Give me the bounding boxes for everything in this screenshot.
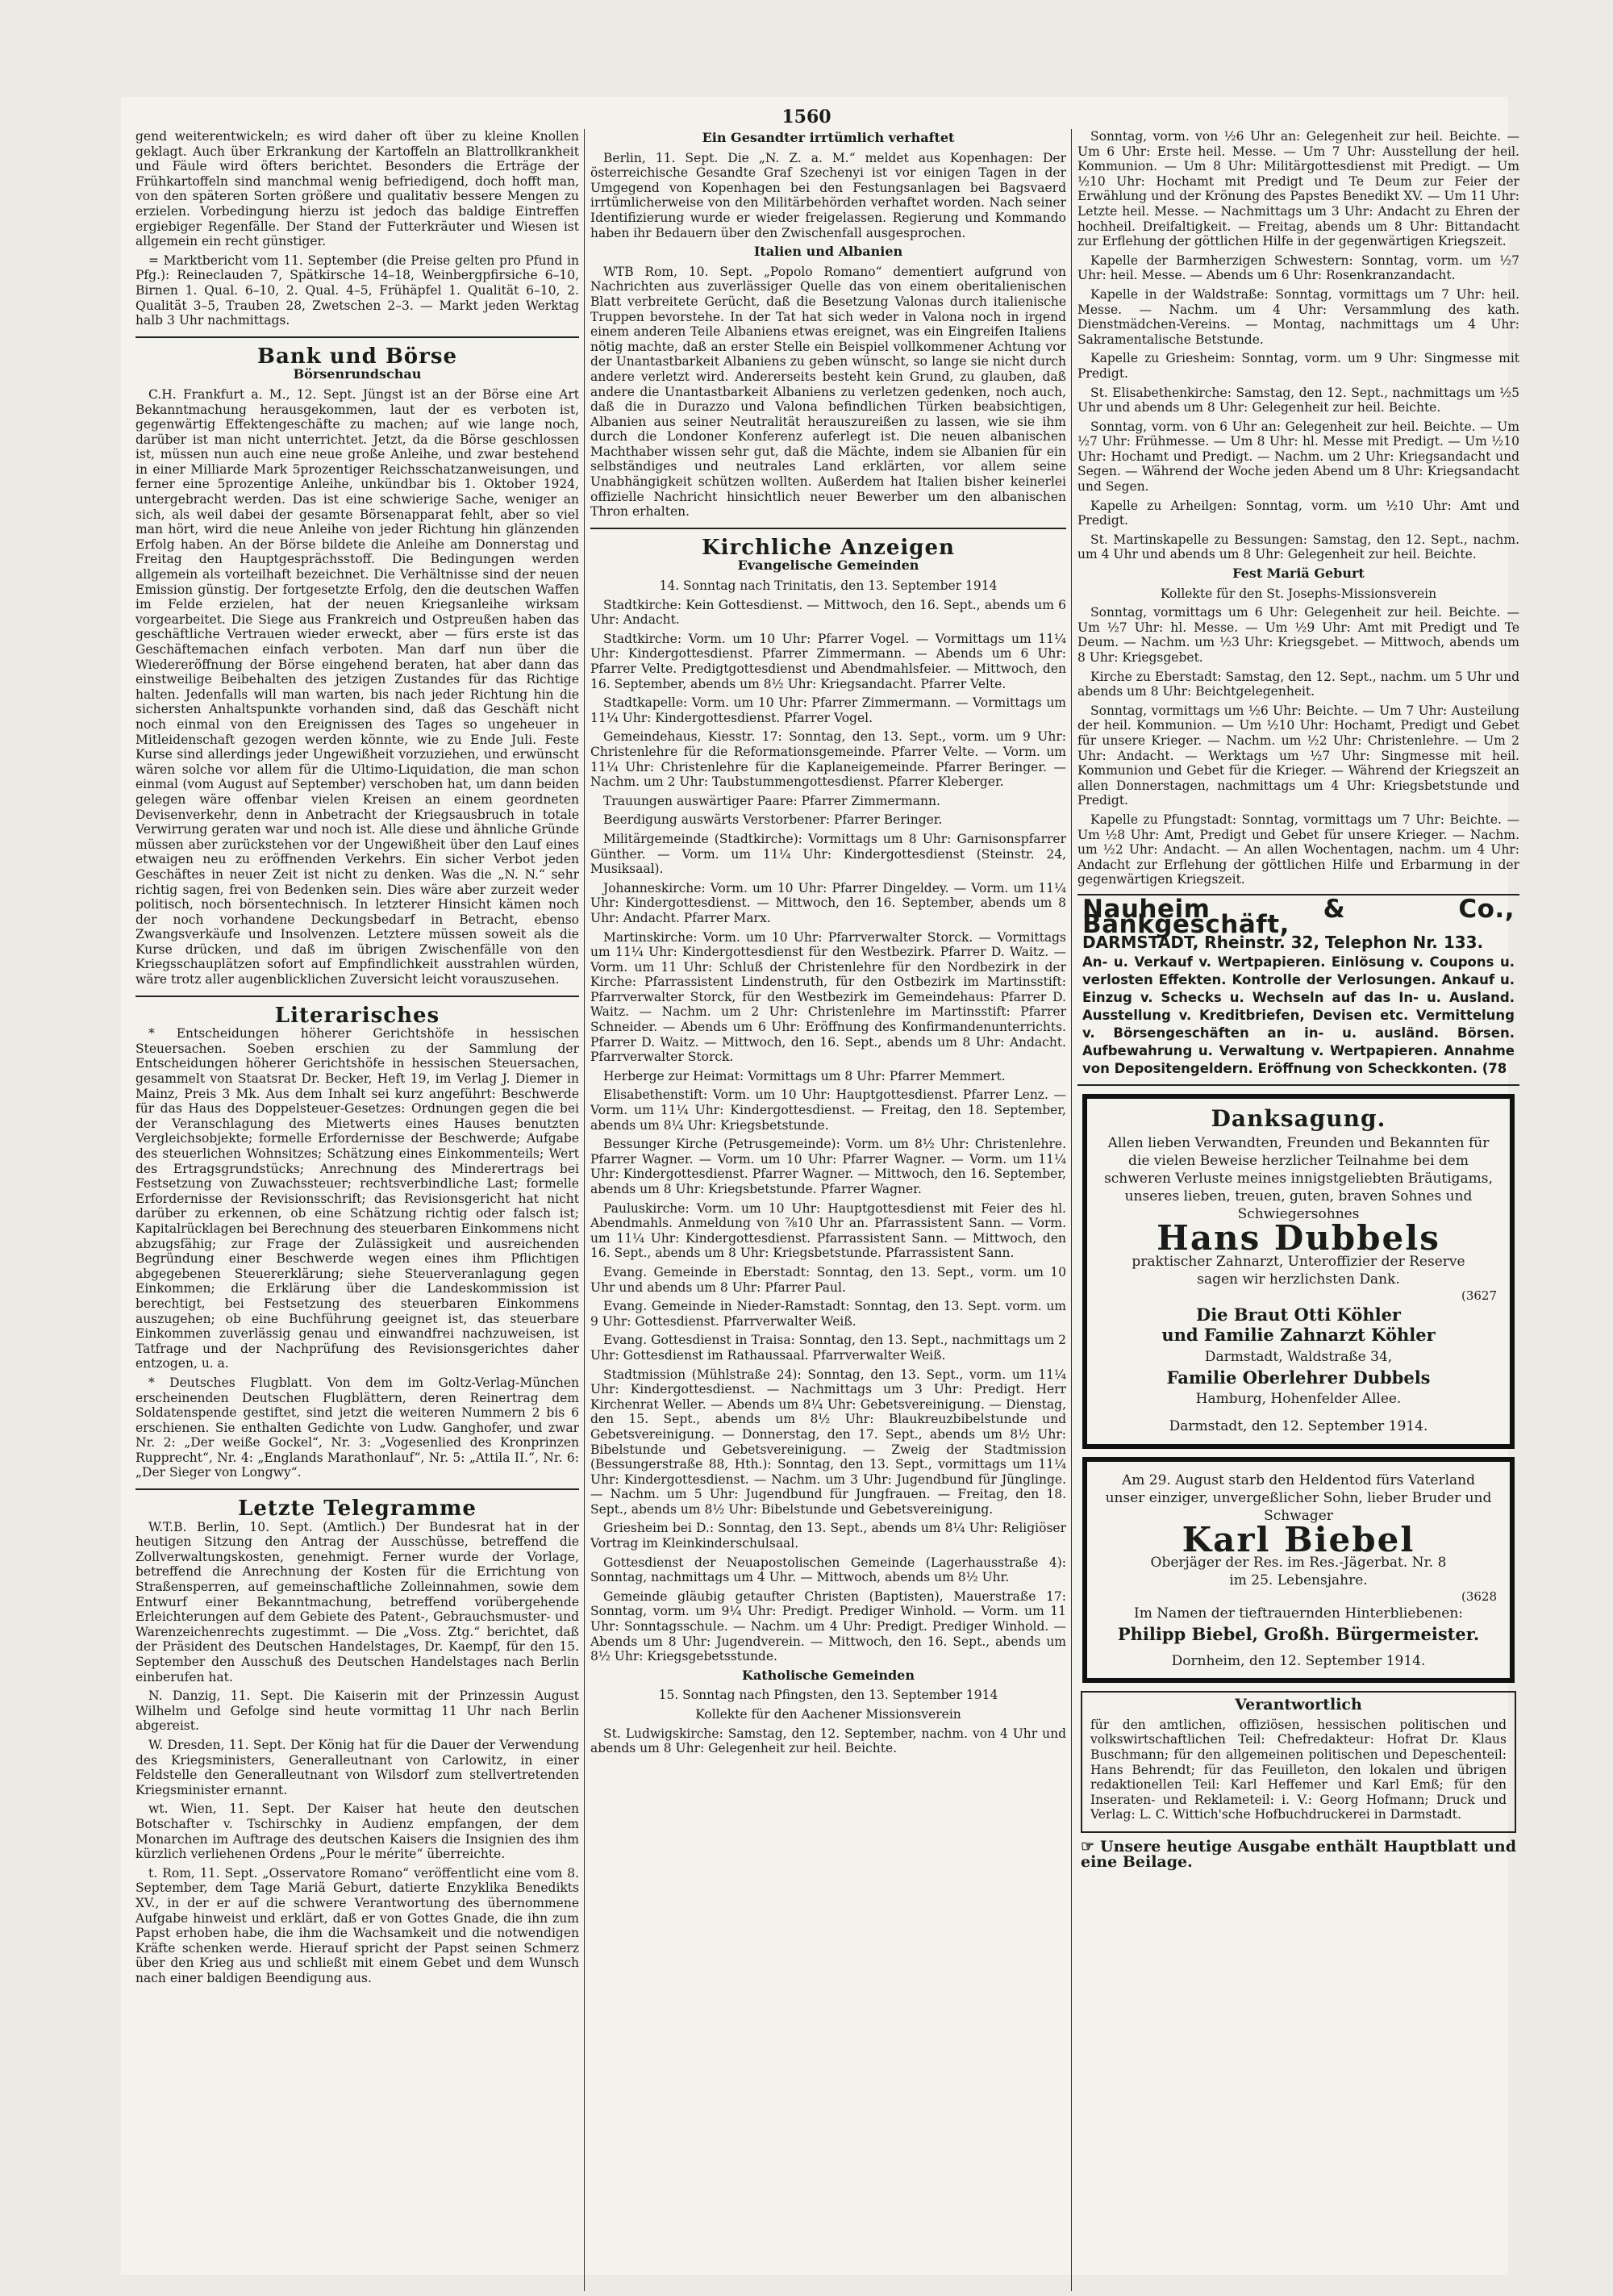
church-entry: Martinskirche: Vorm. um 10 Uhr: Pfarrverwalter Storck. — Vormittags um 11¼ Uhr: Kindergottesdienst für den Westbezirk. Pfarrer D. Waitz. — Vorm. um 11 Uhr: Schluß der Christenlehre für den Nordbezirk in der Kirche: Pfarrassistent Lindenstruth, für den Ostbezirk im Martinsstift: Pfarrverwalter Storck, für den Westbezirk im Gemeindehaus: Pfarrer D. Waitz. — Nachm. um 2 Uhr: Christenlehre im Martinsstift: Pfarrer Schneider. — Abends um 6 Uhr: Eröffnung des Konfirmandenunterrichts. Pfarrer D. Waitz. — Mittwoch, den 16. Sept., abends um 8 Uhr: Andacht. Pfarrverwalter Storck. bbox=[590, 929, 1066, 1065]
signature-address: Darmstadt, Waldstraße 34, bbox=[1204, 1348, 1393, 1365]
church-entry: Stadtkirche: Kein Gottesdienst. — Mittwoch, den 16. Sept., abends um 6 Uhr: Andacht. bbox=[590, 597, 1066, 628]
deceased-name: Hans Dubbels bbox=[1157, 1218, 1440, 1259]
church-entry: Evang. Gemeinde in Nieder-Ramstadt: Sonntag, den 13. Sept. vorm. um 9 Uhr: Gottesdienst. Pfarrverwalter Weiß. bbox=[590, 1299, 1066, 1329]
church-entry: Kapelle zu Arheilgen: Sonntag, vorm. um ½10 Uhr: Amt und Predigt. bbox=[1077, 498, 1519, 528]
article-heading: Ein Gesandter irrtümlich verhaftet bbox=[702, 130, 955, 145]
notice-text: Allen lieben Verwandten, Freunden und Bekannten für die vielen Beweise herzlicher Teilnahme bei dem schweren Verluste meines innigstgeliebten Bräutigams, unseres lieben, treuen, guten, braven Sohnes und Schwiegersohnes bbox=[1104, 1135, 1493, 1223]
bank-address: DARMSTADT, Rheinstr. 32, Telephon Nr. 133. bbox=[1082, 933, 1484, 953]
divider bbox=[135, 996, 579, 997]
signature-intro: Im Namen der tieftrauernden Hinterbliebenen: bbox=[1133, 1605, 1464, 1622]
church-note: Kollekte für den St. Josephs-Missionsverein bbox=[1160, 586, 1437, 601]
church-entry: Militärgemeinde (Stadtkirche): Vormittags um 8 Uhr: Garnisonspfarrer Günther. — Vorm. um 11¼ Uhr: Kindergottesdienst (Steinstr. 24, Musiksaal). bbox=[590, 831, 1066, 877]
notice-place-date: Darmstadt, den 12. September 1914. bbox=[1169, 1418, 1428, 1435]
church-entry: Stadtmission (Mühlstraße 24): Sonntag, den 13. Sept., vorm. um 11¼ Uhr: Kindergottesdienst. — Nachmittags um 3 Uhr: Predigt. Herr Kirchenrat Weller. — Abends um 8¼ Uhr: Gebetsvereinigung. — Dienstag, den 15. Sept., abends um 8½ Uhr: Blaukreuzbibelstunde und Gebetsvereinigung. — Donnerstag, den 17. Sept., abends um 8½ Uhr: Bibelstunde und Gebetsvereinigung. — Zweig der Stadtmission (Bessungerstraße 88, Hth.): Sonntag, den 13. Sept., vormittags um 11¼ Uhr: Kindergottesdienst. — Nachm. um 3 Uhr: Jugendbund für Jünglinge. — Nachm. um 5 Uhr: Jugendbund für Jungfrauen. — Freitag, den 18. Sept., abends um 8½ Uhr: Bibelstunde und Gebetsvereinigung. bbox=[590, 1367, 1066, 1517]
church-entry: Kapelle zu Griesheim: Sonntag, vorm. um 9 Uhr: Singmesse mit Predigt. bbox=[1077, 351, 1519, 381]
article-text: gend weiterentwickeln; es wird daher oft über zu kleine Knollen geklagt. Auch über Erkrankung der Kartoffeln an Blattrollkrankheit und Fäule wird öfters berichtet. Besonders die Erträge der Frühkartoffeln sind manchmal wenig befriedigend, doch hofft man, von den späteren Sorten größere und qualitativ bessere Mengen zu erzielen. Vorbedingung hierzu ist jedoch das baldige Eintreffen ergiebiger Regenfälle. Der Stand der Futterkräuter und Wiesen ist allgemein ein recht günstiger. bbox=[135, 129, 579, 249]
imprint-box bbox=[1081, 1691, 1516, 1833]
church-entry: Evang. Gemeinde in Eberstadt: Sonntag, den 13. Sept., vorm. um 10 Uhr und abends um 8 Uhr: Pfarrer Paul. bbox=[590, 1264, 1066, 1295]
deceased-role: Oberjäger der Res. im Res.-Jägerbat. Nr. 8 bbox=[1150, 1555, 1447, 1572]
section-heading-bank: Bank und Börse bbox=[256, 344, 458, 369]
imprint-title: Verantwortlich bbox=[1235, 1696, 1362, 1714]
section-subheading: Katholische Gemeinden bbox=[742, 1667, 915, 1683]
divider bbox=[135, 1488, 579, 1490]
signature: Philipp Biebel, Großh. Bürgermeister. bbox=[1117, 1624, 1480, 1645]
telegram-item: N. Danzig, 11. Sept. Die Kaiserin mit der Prinzessin August Wilhelm und Gefolge sind heute vormittag 11 Uhr nach Berlin abgereist. bbox=[135, 1689, 579, 1734]
edition-note: ☞ Unsere heutige Ausgabe enthält Hauptblatt und eine Beilage. bbox=[1081, 1837, 1516, 1871]
church-entry: Kirche zu Eberstadt: Samstag, den 12. Sept., nachm. um 5 Uhr und abends um 8 Uhr: Beichtgelegenheit. bbox=[1077, 669, 1519, 699]
church-entry: Trauungen auswärtiger Paare: Pfarrer Zimmermann. bbox=[603, 793, 940, 808]
signature-address: Hamburg, Hohenfelder Allee. bbox=[1195, 1391, 1402, 1408]
church-entry: Kapelle in der Waldstraße: Sonntag, vormittags um 7 Uhr: heil. Messe. — Nachm. um 4 Uhr: Versammlung des kath. Dienstmädchen-Vereins. — Montag, nachmittags um 4 Uhr: Sakramentalische Betstunde. bbox=[1077, 286, 1519, 347]
church-note: Kollekte für den Aachener Missionsverein bbox=[695, 1707, 961, 1722]
notice-number: (3627 bbox=[1461, 1288, 1497, 1303]
notice-text: Am 29. August starb den Heldentod fürs Vaterland unser einziger, unvergeßlicher Sohn, lieber Bruder und Schwager bbox=[1105, 1472, 1492, 1524]
deceased-name: Karl Biebel bbox=[1182, 1519, 1415, 1559]
church-entry: St. Martinskapelle zu Bessungen: Samstag, den 12. Sept., nachm. um 4 Uhr und abends um 8 Uhr: Gelegenheit zur heil. Beichte. bbox=[1077, 532, 1519, 562]
column-rule bbox=[1071, 129, 1072, 2291]
church-entry: Beerdigung auswärts Verstorbener: Pfarrer Beringer. bbox=[603, 812, 943, 828]
telegram-item: W.T.B. Berlin, 10. Sept. (Amtlich.) Der Bundesrat hat in der heutigen Sitzung den Antrag der Ausschüsse, betreffend die Zollverwaltungskosten, genehmigt. Ferner wurde der Vorlage, betreffend die Anrechnung der Kosten für die Errichtung von Straßensperren, auf gemeinschaftliche Zolleinnahmen, sowie dem Entwurf einer Bekanntmachung, betreffend vorübergehende Erleichterungen auf dem Gebiete des Patent-, Gebrauchsmuster- und Warenzeichenrechts zugestimmt. — Die „Voss. Ztg.“ berichtet, daß der Präsident des Deutschen Handelstages, Dr. Kaempf, für den 15. September den Ausschuß des Deutschen Handelstages nach Berlin einberufen hat. bbox=[135, 1519, 579, 1684]
notice-thanks: sagen wir herzlichsten Dank. bbox=[1197, 1271, 1400, 1288]
signature: und Familie Zahnarzt Köhler bbox=[1161, 1325, 1436, 1346]
bank-name: Nauheim & Co., Bankgeschäft, bbox=[1082, 894, 1515, 939]
church-entry: Stadtkapelle: Vorm. um 10 Uhr: Pfarrer Zimmermann. — Vormittags um 11¼ Uhr: Kindergottesdienst. Pfarrer Vogel. bbox=[590, 695, 1066, 725]
section-subheading: Evangelische Gemeinden bbox=[737, 557, 919, 574]
market-report: = Marktbericht vom 11. September (die Preise gelten pro Pfund in Pfg.): Reineclauden 7, Spätkirsche 14–18, Weinbergpfirsiche 6–10, Birnen 1. Qual. 6–10, 2. Qual. 4–5, Frühäpfel 1. Qualität 6–10, 2. Qualität 3–5, Trauben 28, Zwetschen 2–3. — Markt jeden Werktag halb 3 Uhr nachmittags. bbox=[135, 253, 579, 328]
article-text: WTB Rom, 10. Sept. „Popolo Romano“ dementiert aufgrund von Nachrichten aus zuverlässiger Quelle das von einem oberitalienischen Blatt verbreitete Gerücht, daß die Besetzung Valonas durch italienische Truppen bevorstehe. In der Tat hat sich weder in Valona noch in irgend einem anderen Teile Albaniens etwas ereignet, was ein Eingreifen Italiens nötig machte, daß an erster Stelle ein Beispiel vollkommener Achtung vor der Unantastbarkeit Albaniens zu geben wünscht, so lange sie nicht durch andere verletzt wird. Andererseits besteht kein Grund, zu glauben, daß andere die Unantastbarkeit Albaniens zu verletzen gedenken, noch auch, daß die in Durazzo und Valona befindlichen Türken beabsichtigen, Albanien aus seiner Neutralität herauszureißen zu lassen, wie sie ihm durch die Londoner Konferenz auferlegt ist. Die neuen albanischen Machthaber wissen sehr gut, daß die Mächte, indem sie Albanien für ein selbständiges und neutrales Land erklärten, vor allem seine Unabhängigkeit schützen wollten. Außerdem hat Italien bisher keinerlei offizielle Nachricht hinsichtlich neuer Bewerber um den albanischen Thron erhalten. bbox=[590, 264, 1066, 520]
church-entry: Griesheim bei D.: Sonntag, den 13. Sept., abends um 8¼ Uhr: Religiöser Vortrag im Kleinkinderschulsaal. bbox=[590, 1521, 1066, 1551]
church-entry: Johanneskirche: Vorm. um 10 Uhr: Pfarrer Dingeldey. — Vorm. um 11¼ Uhr: Kindergottesdienst. — Mittwoch, den 16. September, abends um 8 Uhr: Andacht. Pfarrer Marx. bbox=[590, 880, 1066, 925]
church-entry: Sonntag, vormittags um 6 Uhr: Gelegenheit zur heil. Beichte. — Um ½7 Uhr: hl. Messe. — Um ½9 Uhr: Amt mit Predigt und Te Deum. — Nachm. um ½3 Uhr: Kriegsgebet. — Mittwoch, abends um 8 Uhr: Kriegsgebet. bbox=[1077, 605, 1519, 665]
page-number: 1560 bbox=[781, 106, 832, 127]
church-entry: Stadtkirche: Vorm. um 10 Uhr: Pfarrer Vogel. — Vormittags um 11¼ Uhr: Kindergottesdienst. Pfarrer Zimmermann. — Abends um 6 Uhr: Pfarrer Velte. Predigtgottesdienst und Abendmahlsfeier. — Mittwoch, den 16. September, abends um 8½ Uhr: Kriegsandacht. Pfarrer Velte. bbox=[590, 631, 1066, 691]
church-entry: St. Ludwigskirche: Samstag, den 12. September, nachm. von 4 Uhr und abends um 8 Uhr: Gelegenheit zur heil. Beichte. bbox=[590, 1726, 1066, 1756]
article-text: Berlin, 11. Sept. Die „N. Z. a. M.“ meldet aus Kopenhagen: Der österreichische Gesandte Graf Szechenyi ist vor einigen Tagen in der Umgegend von Kopenhagen bei den Festungsanlagen bei Bagsvaerd irrtümlicherweise von den Militärbehörden verhaftet worden. Nach seiner Identifizierung wurde er wieder freigelassen. Regierung und Kommando haben ihr Bedauern über den Zwischenfall ausgesprochen. bbox=[590, 150, 1066, 240]
column-rule bbox=[584, 129, 585, 2291]
column-1 bbox=[135, 129, 579, 2170]
church-date: 15. Sonntag nach Pfingsten, den 13. September 1914 bbox=[658, 1688, 998, 1703]
telegram-item: t. Rom, 11. Sept. „Osservatore Romano“ veröffentlicht eine vom 8. September, dem Tage Mariä Geburt, datierte Enzyklika Benedikts XV., in der er auf die schwere Verantwortung des übernommene Aufgabe hinweist und erklärt, daß er von Gottes Gnade, die ihn zum Papst erhoben habe, die ihm die Wachsamkeit und die notwendigen Kräfte schenken werde. Hierauf spricht der Papst seinen Schmerz über den Krieg aus und schließt mit einem Gebet und dem Wunsch nach einer baldigen Beendigung aus. bbox=[135, 1865, 579, 1985]
signature: Familie Oberlehrer Dubbels bbox=[1166, 1367, 1431, 1388]
column-2 bbox=[590, 129, 1066, 2291]
telegram-item: W. Dresden, 11. Sept. Der König hat für die Dauer der Verwendung des Kriegsministers, Generalleutnant von Carlowitz, in einer Feldstelle den Generalleutnant von Wilsdorf zum stellvertretenden Kriegsminister ernannt. bbox=[135, 1737, 579, 1797]
church-entry: Gemeindehaus, Kiesstr. 17: Sonntag, den 13. Sept., vorm. um 9 Uhr: Christenlehre für die Reformationsgemeinde. Pfarrer Velte. — Vorm. um 11¼ Uhr: Christenlehre für die Kaplaneigemeinde. Pfarrer Beringer. — Nachm. um 2 Uhr: Taubstummengottesdienst. Pfarrer Kleberger. bbox=[590, 729, 1066, 790]
article-text: * Entscheidungen höherer Gerichtshöfe in hessischen Steuersachen. Soeben erschien zu der Sammlung der Entscheidungen höherer Gerichtshöfe in hessischen Steuersachen, gesammelt von Staatsrat Dr. Becker, Heft 19, im Verlag J. Diemer in Mainz, Preis 3 Mk. Aus dem Inhalt sei kurz angeführt: Beschwerde für das Haus des Doppelsteuer-Gesetzes: Ordnungen gegen die bei der Veranschlagung des Mietwerts eines Hauses benutzten Vergleichsobjekte; formelle Erfordernisse der Beschwerde; Aufgabe des steuerlichen Wohnsitzes; Schätzung eines Einkommenteils; Wert des Ertragsgrundstücks; Anrechnung des Minderertrags bei Festsetzung von Zuwachssteuer; rechtsverbindliche Last; formelle Erfordernisse der Revisionsschrift; das Revisionsgericht hat nicht darüber zu erkennen, ob eine Schätzung richtig oder falsch ist; Kapitalrücklagen bei Berechnung des steuerbaren Einkommens nicht abzugsfähig; zur Frage der Zulässigkeit und ausreichenden Begründung einer Beschwerde wegen eines ihm Pflichtigen abgegebenen Steuererklärung; siehe Steuerveranlagung gegen Einkommen; die Erklärung über die Landeskommission ist berechtigt, bei Festsetzung des steuerbaren Einkommens auszugehen; ob eine Buchführung geeignet ist, das steuerbare Einkommen zuverlässig genau und einwandfrei nachzuweisen, ist Tatfrage und der Nachprüfung des Revisionsgerichtes daher entzogen, u. a. bbox=[135, 1026, 579, 1371]
church-entry: Gottesdienst der Neuapostolischen Gemeinde (Lagerhausstraße 4): Sonntag, nachmittags um 4 Uhr. — Mittwoch, abends um 8½ Uhr. bbox=[590, 1555, 1066, 1585]
section-subheading: Fest Mariä Geburt bbox=[1232, 566, 1365, 582]
article-text: * Deutsches Flugblatt. Von dem im Goltz-Verlag-München erscheinenden Deutschen Flugblättern, deren Reinertrag dem Soldatenspende gestiftet, sind jetzt die weiteren Nummern 2 bis 6 erschienen. Sie enthalten Gedichte von Ludw. Ganghofer, und zwar Nr. 2: „Der weiße Gockel“, Nr. 3: „Vogesenlied des Kronprinzen Rupprecht“, Nr. 4: „Englands Marathonlauf“, Nr. 5: „Attila II.“, Nr. 6: „Der Sieger von Longwy“. bbox=[135, 1375, 579, 1480]
church-entry: Kapelle der Barmherzigen Schwestern: Sonntag, vorm. um ½7 Uhr: heil. Messe. — Abends um 6 Uhr: Rosenkranzandacht. bbox=[1077, 253, 1519, 283]
death-notice bbox=[1082, 1457, 1515, 1683]
church-entry: Evang. Gottesdienst in Traisa: Sonntag, den 13. Sept., nachmittags um 2 Uhr: Gottesdienst im Rathaussaal. Pfarrverwalter Weiß. bbox=[590, 1333, 1066, 1363]
notice-title: Danksagung. bbox=[1211, 1104, 1386, 1132]
deceased-age: im 25. Lebensjahre. bbox=[1229, 1572, 1368, 1589]
section-heading-telegrams: Letzte Telegramme bbox=[238, 1497, 477, 1522]
thanks-notice bbox=[1082, 1094, 1515, 1449]
church-entry: Gemeinde gläubig getaufter Christen (Baptisten), Mauerstraße 17: Sonntag, vorm. um 9¼ Uhr: Predigt. Prediger Winhold. — Vorm. um 11 Uhr: Sonntagsschule. — Nachm. um 4 Uhr: Predigt. Prediger Winhold. — Abends um 8 Uhr: Jugendverein. — Mittwoch, den 16. Sept., abends um 8½ Uhr: Kriegsgebetsstunde. bbox=[590, 1588, 1066, 1664]
church-entry: Sonntag, vorm. von ½6 Uhr an: Gelegenheit zur heil. Beichte. — Um 6 Uhr: Erste heil. Messe. — Um 7 Uhr: Ausstellung der heil. Kommunion. — Um 8 Uhr: Militärgottesdienst mit Predigt. — Um ½10 Uhr: Hochamt mit Predigt und Te Deum zur Feier der Erwählung und der Krönung des Papstes Benedikt XV. — Um 11 Uhr: Letzte heil. Messe. — Nachmittags um 3 Uhr: Andacht zu Ehren der hochheil. Dreifaltigkeit. — Freitag, abends um 8 Uhr: Bittandacht zur Erflehung der göttlichen Hilfe in der gegenwärtigen Kriegszeit. bbox=[1077, 129, 1519, 249]
telegram-item: wt. Wien, 11. Sept. Der Kaiser hat heute den deutschen Botschafter v. Tschirschky in Audienz empfangen, der dem Monarchen im Auftrage des deutschen Kaisers die Insignien des ihm kürzlich verliehenen Ordens „Pour le mérite“ überreichte. bbox=[135, 1801, 579, 1862]
church-entry: Pauluskirche: Vorm. um 10 Uhr: Hauptgottesdienst mit Feier des hl. Abendmahls. Anmeldung von ⅞10 Uhr an. Pfarrassistent Sann. — Vorm. um 11¼ Uhr: Kindergottesdienst. Pfarrassistent Sann. — Mittwoch, den 16. Sept., abends um 8 Uhr: Kriegsbetstunde. Pfarrassistent Sann. bbox=[590, 1200, 1066, 1261]
church-entry: Herberge zur Heimat: Vormittags um 8 Uhr: Pfarrer Memmert. bbox=[603, 1068, 1006, 1083]
section-heading-literature: Literarisches bbox=[274, 1003, 440, 1028]
church-entry: Bessunger Kirche (Petrusgemeinde): Vorm. um 8½ Uhr: Christenlehre. Pfarrer Wagner. — Vorm. um 10 Uhr: Pfarrer Wagner. — Vorm. um 11¼ Uhr: Kindergottesdienst. Pfarrer Wagner. — Mittwoch, den 16. September, abends um 8 Uhr: Kriegsbetstunde. Pfarrer Wagner. bbox=[590, 1137, 1066, 1196]
divider bbox=[135, 336, 579, 338]
church-entry: Sonntag, vorm. von 6 Uhr an: Gelegenheit zur heil. Beichte. — Um ½7 Uhr: Frühmesse. — Um 8 Uhr: hl. Messe mit Predigt. — Um ½10 Uhr: Hochamt und Predigt. — Nachm. um 2 Uhr: Kriegsandacht und Segen. — Während der Woche jeden Abend um 8 Uhr: Kriegsandacht und Segen. bbox=[1077, 419, 1519, 495]
notice-place-date: Dornheim, den 12. September 1914. bbox=[1171, 1652, 1426, 1669]
notice-number: (3628 bbox=[1461, 1589, 1497, 1605]
divider bbox=[590, 528, 1066, 529]
column-3 bbox=[1077, 129, 1519, 2291]
church-date: 14. Sonntag nach Trinitatis, den 13. September 1914 bbox=[659, 578, 998, 594]
imprint-text: für den amtlichen, offiziösen, hessischen politischen und volkswirtschaftlichen Teil: Chefredakteur: Hofrat Dr. Klaus Buschmann; für den allgemeinen politischen und Depeschenteil: Hans Behrendt; für das Feuilleton, den lokalen und übrigen redaktionellen Teil: Karl Heffemer und Karl Emß; für den Inseraten- und Reklameteil: i. V.: Georg Hofmann; Druck und Verlag: L. C. Wittich'sche Hofbuchdruckerei in Darmstadt. bbox=[1090, 1717, 1507, 1822]
church-entry: Elisabethenstift: Vorm. um 10 Uhr: Hauptgottesdienst. Pfarrer Lenz. — Vorm. um 11¼ Uhr: Kindergottesdienst. — Freitag, den 18. September, abends um 8¼ Uhr: Kriegsbetstunde. bbox=[590, 1087, 1066, 1133]
article-heading: Italien und Albanien bbox=[753, 244, 903, 260]
church-entry: Kapelle zu Pfungstadt: Sonntag, vormittags um 7 Uhr: Beichte. — Um ½8 Uhr: Amt, Predigt und Gebet für unsere Krieger. — Nachm. um ½2 Uhr: Andacht. — An allen Wochentagen, nachm. um 4 Uhr: Andacht zur Erflehung der göttlichen Hilfe und Erbarmung in der gegenwärtigen Kriegszeit. bbox=[1077, 812, 1519, 887]
church-entry: Sonntag, vormittags um ½6 Uhr: Beichte. — Um 7 Uhr: Austeilung der heil. Kommunion. — Um ½10 Uhr: Hochamt, Predigt und Gebet für unsere Krieger. — Nachm. um ½2 Uhr: Christenlehre. — Um 2 Uhr: Andacht. — Werktags um ½7 Uhr: Singmesse mit heil. Kommunion und Gebet für die Krieger. — Während der Kriegszeit an allen Donnerstagen, nachmittags um 4 Uhr: Kriegsbetstunde und Predigt. bbox=[1077, 703, 1519, 808]
article-text: C.H. Frankfurt a. M., 12. Sept. Jüngst ist an der Börse eine Art Bekanntmachung herausgekommen, laut der es verboten ist, gegenwärtig Effektengeschäfte zu machen; auf wie lange noch, darüber ist man nicht unterrichtet. Jetzt, da die Börse geschlossen ist, müssen nun auch eine neue große Anleihe, und zwar bestehend in einer Milliarde Mark 5prozentiger Reichsschatzanweisungen, und ferner eine 5prozentige Anleihe, unkündbar bis 1. Oktober 1924, untergebracht werden. Das ist eine schwierige Sache, weniger an sich, als weil dabei der gesamte Börsenapparat fehlt, aber so viel man hört, wird die neue Anleihe von jeder Richtung hin glänzenden Erfolg haben. An der Börse bildete die Anleihe am Donnerstag und Freitag den Hauptgesprächsstoff. Die Bedingungen werden allgemein als vorteilhaft bezeichnet. Die Verhältnisse sind der neuen Emission günstig. Der fortgesetzte Erfolg, den die deutschen Waffen im Felde erzielen, hat der neuen Kriegsanleihe wirksam vorgearbeitet. Die Siege aus Frankreich und Ostpreußen haben das geschäftliche Vertrauen wieder erweckt, aber — fürs erste ist das Geschäftemachen einfach verboten. Man darf nun über die Wiedereröffnung der Börse eingehend beraten, hat aber dann das einstweilige Beibehalten des jetzigen Zustandes für das Richtige halten. Jedenfalls will man warten, bis nach jeder Richtung hin die sichersten Anhaltspunkte vorhanden sind, daß das Geschäft nicht noch einmal von den Ereignissen des Tages so ungeheuer in Mitleidenschaft gezogen werden könnte, wie zu Ende Juli. Feste Kurse sind allerdings jeder Ungewißheit vorzuziehen, und erwünscht wären solche vor allem für die Ultimo-Liquidation, die man schon einmal (vom August auf September) verschoben hat, um dann beiden gelegen wäre offenbar vielen Kreisen an einem geordneten Devisenverkehr, denn in Anbetracht der Kriegsausbruch in totale Verwirrung geraten war und noch ist. Alle diese und ähnliche Gründe müssen aber zurückstehen vor der Ungewißheit über den Lauf eines etwaigen neu zu eröffnenden Verkehrs. Ein sicher Verbot jeden Geschäftes in neuer Zeit ist nicht zu denken. Was die „N. N.“ sehr richtig sagen, frei von Bedenken sein. Dies wäre aber zurzeit weder politisch, noch börsentechnisch. In letzterer Hinsicht kämen noch der noch vorhandene Deckungsbedarf in Betracht, ebenso Zwangsverkäufe und Insolvenzen. Letztere müssen soweit als die Kurse drücken, und daß im übrigen Zwischenfälle von den Kriegsschauplätzen sofort auf Empfindlichkeit ausstrahlen würden, wäre trotz aller augenblicklichen Zuversicht leicht vorauszusehen. bbox=[135, 386, 579, 987]
deceased-role: praktischer Zahnarzt, Unteroffizier der Reserve bbox=[1132, 1253, 1465, 1270]
signature: Die Braut Otti Köhler bbox=[1195, 1305, 1401, 1325]
section-heading-church: Kirchliche Anzeigen bbox=[702, 535, 955, 560]
bank-services: An- u. Verkauf v. Wertpapieren. Einlösung v. Coupons u. verlosten Effekten. Kontrolle der Verlosungen. Ankauf u. Einzug v. Schecks u. Wechseln auf das In- u. Ausland. Ausstellung v. Kreditbriefen, Devisen etc. Vermittelung v. Börsengeschäften an in- u. ausländ. Börsen. Aufbewahrung u. Verwaltung v. Wertpapieren. Annahme von Depositengeldern. Eröffnung von Scheckkonten. (78 bbox=[1082, 954, 1515, 1076]
church-entry: St. Elisabethenkirche: Samstag, den 12. Sept., nachmittags um ½5 Uhr und abends um 8 Uhr: Gelegenheit zur heil. Beichte. bbox=[1077, 385, 1519, 415]
section-subheading: Börsenrundschau bbox=[293, 366, 422, 382]
bank-advertisement bbox=[1077, 894, 1519, 1086]
